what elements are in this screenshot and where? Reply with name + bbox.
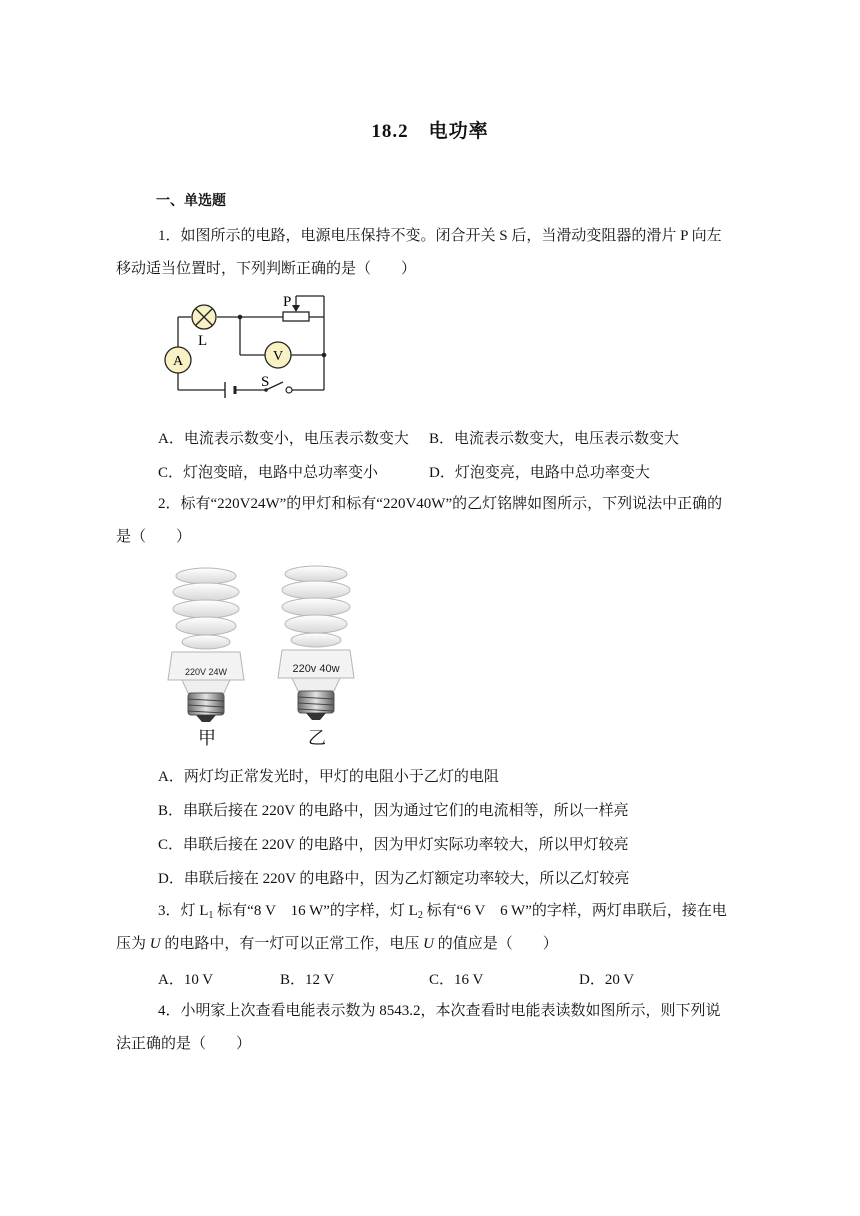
bulb-jia [168,568,244,749]
bulb-yi-caption: 乙 [308,728,326,749]
bulb-jia-rating: 220V 24W [184,667,228,677]
bulb-jia-caption: 甲 [198,728,216,749]
switch-contact [286,387,292,393]
bulb-yi-rating: 220v 40w [292,663,340,675]
q3-option-d: D．20 V [579,972,635,988]
junction-dot [238,315,243,320]
q1-option-d: D．灯泡变亮，电路中总功率变大 [429,465,650,481]
circuit-diagram [158,288,348,413]
q2-option-d: D．串联后接在 220V 的电路中，因为乙灯额定功率较大，所以乙灯较亮 [158,871,630,887]
q3-stem-line1: 3．灯 $L_1$ 标有“8 V 16 W”的字样，灯 $L_2$ 标有“6 V 6 W”的字样，两灯串联后，接在电 [158,903,727,921]
label-a: A [172,354,184,369]
q1-stem-line2: 移动适当位置时，下列判断正确的是（ ） [116,261,417,277]
q3-stem-line2: 压为 U 的电路中，有一灯可以正常工作，电压 U 的值应是（ ） [116,936,558,952]
q1-option-a: A．电流表示数变小，电压表示数变大 [158,431,409,447]
q1-option-b: B．电流表示数变大，电压表示数变大 [429,431,680,447]
rheostat [283,312,309,321]
bulbs-photo [158,562,368,754]
q3-option-b: B．12 V [280,972,335,988]
q3-option-c: C．16 V [429,972,484,988]
junction-dot [322,353,327,358]
q4-stem-line1: 4．小明家上次查看电能表示数为 8543.2，本次查看时电能表读数如图所示，则下列说 [158,1003,721,1019]
q1-stem-line1: 1．如图所示的电路，电源电压保持不变。闭合开关 S 后，当滑动变阻器的滑片 P 向左 [158,228,722,244]
q2-stem-line2: 是（ ） [116,529,192,545]
q2-option-c: C．串联后接在 220V 的电路中，因为甲灯实际功率较大，所以甲灯较亮 [158,837,629,853]
label-s: S [261,374,270,390]
label-v: V [272,349,284,364]
q2-option-a: A．两灯均正常发光时，甲灯的电阻小于乙灯的电阻 [158,769,499,785]
q1-option-c: C．灯泡变暗，电路中总功率变小 [158,465,379,481]
q2-option-b: B．串联后接在 220V 的电路中，因为通过它们的电流相等，所以一样亮 [158,803,629,819]
q2-stem-line1: 2．标有“220V24W”的甲灯和标有“220V40W”的乙灯铭牌如图所示，下列说法中正确的 [158,496,723,512]
q4-stem-line2: 法正确的是（ ） [116,1036,252,1052]
q3-option-a: A．10 V [158,972,214,988]
bulb-yi [278,566,354,749]
page-title: 18.2 电功率 [371,121,489,142]
section-heading: 一、单选题 [156,194,226,209]
label-l: L [198,333,208,349]
label-p: P [283,294,292,310]
